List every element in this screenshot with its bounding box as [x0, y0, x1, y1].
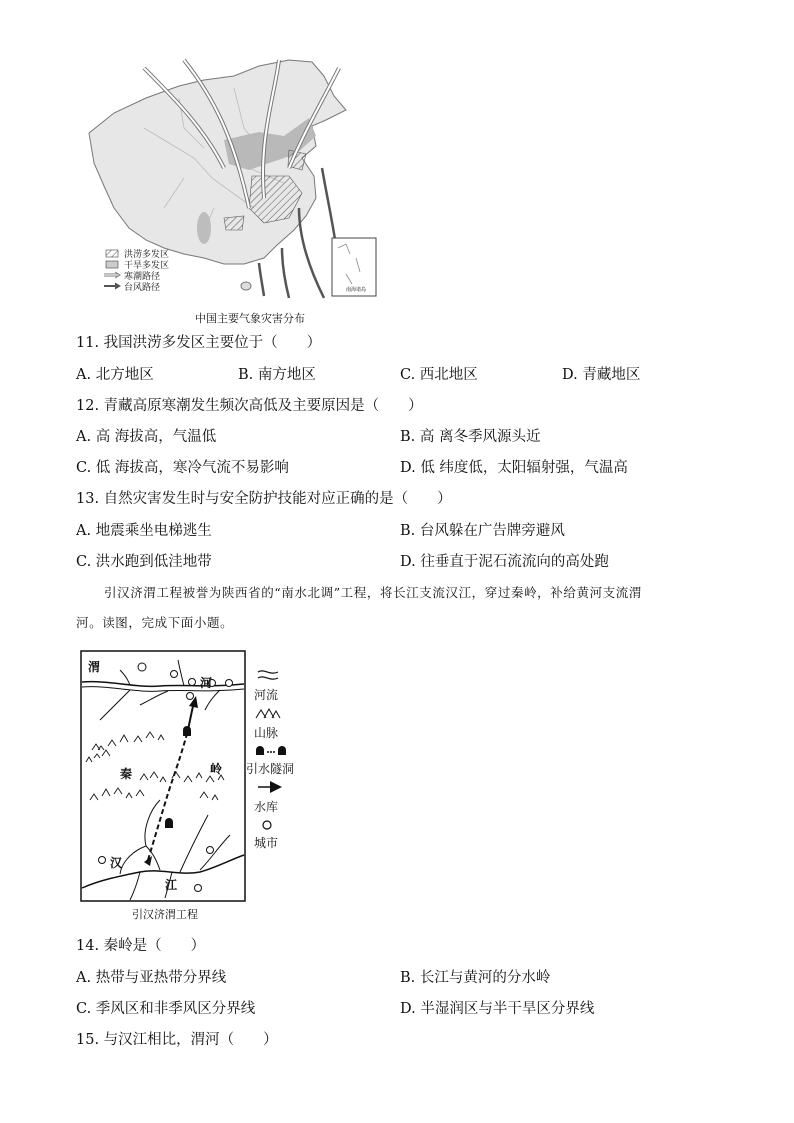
legend-city: 城市	[254, 836, 279, 850]
passage	[76, 578, 716, 638]
q12-option-b: B. 高 离冬季风源头近	[400, 429, 541, 445]
q12-option-c: C. 低 海拔高，寒冷气流不易影响	[76, 460, 289, 476]
q11-option-d: D. 青藏地区	[562, 367, 641, 383]
q12-option-a: A. 高 海拔高，气温低	[76, 429, 217, 445]
legend-mountain: 山脉	[254, 726, 279, 740]
q11-option-a: A. 北方地区	[76, 367, 154, 383]
tunnel-symbol-icon	[254, 742, 288, 756]
q13-option-b: B. 台风躲在广告牌旁避风	[400, 523, 565, 539]
legend-flood: 洪涝多发区	[124, 250, 170, 260]
figure1-caption: 中国主要气象灾害分布	[195, 312, 305, 325]
q11-option-b: B. 南方地区	[238, 367, 316, 383]
city-symbol-icon	[260, 818, 274, 832]
inset-label: 南海诸岛	[346, 287, 367, 293]
q13-option-c: C. 洪水跑到低洼地带	[76, 554, 212, 570]
label-he: 河	[200, 676, 213, 690]
label-jiang: 江	[165, 878, 178, 892]
q14-option-c: C. 季风区和非季风区分界线	[76, 1001, 256, 1017]
question-15-stem: 15. 与汉江相比，渭河（ ）	[76, 1032, 278, 1048]
weather-disaster-map	[84, 58, 378, 304]
question-11-stem: 11. 我国洪涝多发区主要位于（ ）	[76, 335, 322, 351]
q14-option-d: D. 半湿润区与半干旱区分界线	[400, 1001, 595, 1017]
label-wei: 渭	[88, 660, 101, 674]
hanjiweiwei-map	[80, 650, 246, 902]
label-qin: 秦	[120, 767, 133, 781]
river-symbol-icon	[256, 668, 286, 684]
reservoir-symbol-icon	[256, 780, 286, 794]
legend-reservoir: 水库	[254, 800, 279, 814]
question-12-stem: 12. 青藏高原寒潮发生频次高低及主要原因是（ ）	[76, 398, 423, 414]
legend-tunnel: 引水隧洞	[246, 762, 295, 776]
q11-option-c: C. 西北地区	[400, 367, 478, 383]
legend-drought: 干旱多发区	[124, 261, 170, 271]
legend-river: 河流	[254, 688, 279, 702]
legend-cold-wave: 寒潮路径	[124, 272, 161, 282]
label-ling: 岭	[210, 762, 223, 776]
q13-option-a: A. 地震乘坐电梯逃生	[76, 523, 212, 539]
q14-option-b: B. 长江与黄河的分水岭	[400, 970, 551, 986]
q13-option-d: D. 往垂直于泥石流流向的高处跑	[400, 554, 609, 570]
q14-option-a: A. 热带与亚热带分界线	[76, 970, 227, 986]
question-14-stem: 14. 秦岭是（ ）	[76, 938, 206, 954]
legend-typhoon: 台风路径	[124, 283, 161, 293]
mountain-symbol-icon	[254, 706, 284, 720]
figure2-caption: 引汉济渭工程	[132, 908, 198, 921]
question-13-stem: 13. 自然灾害发生时与安全防护技能对应正确的是（ ）	[76, 491, 452, 507]
passage-line-2: 河。读图，完成下面小题。	[76, 615, 234, 630]
label-han: 汉	[110, 856, 123, 870]
passage-line-1: 引汉济渭工程被誉为陕西省的“南水北调”工程，将长江支流汉江，穿过秦岭，补给黄河支流渭	[104, 585, 642, 600]
figure2-legend	[246, 668, 295, 854]
q12-option-d: D. 低 纬度低，太阳辐射强，气温高	[400, 460, 628, 476]
